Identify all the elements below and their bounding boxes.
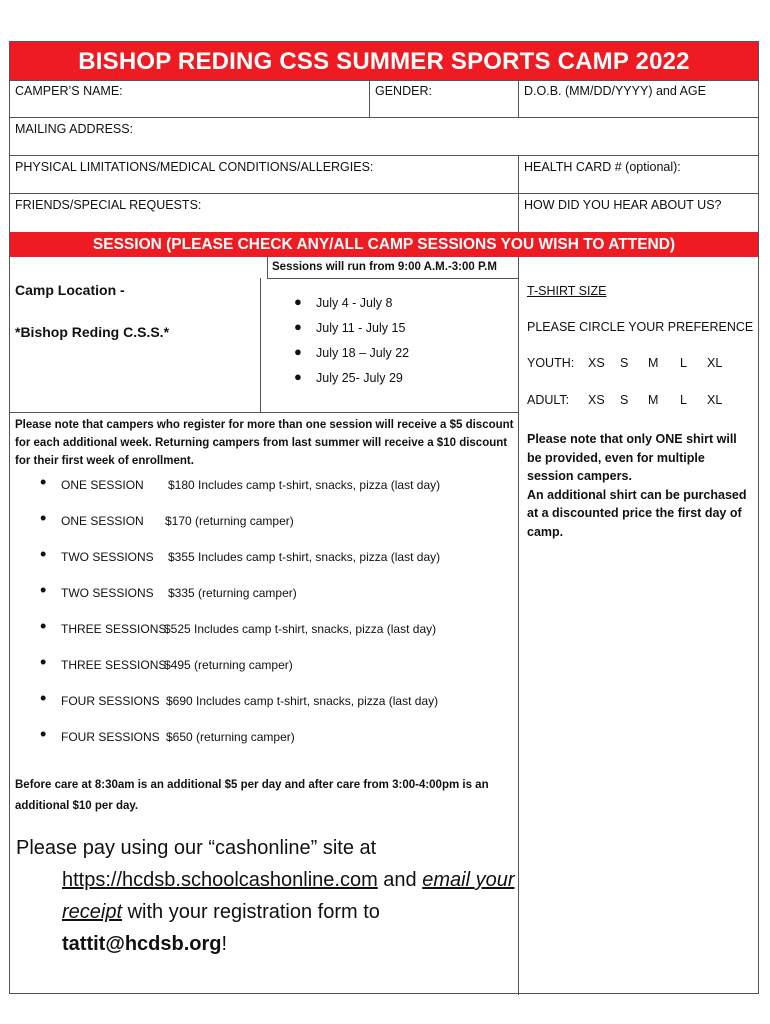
fee-item[interactable]: • TWO SESSIONS $355 Includes camp t-shirt, snacks, pizza (last day)	[40, 544, 441, 564]
youth-sizes	[522, 356, 752, 370]
session-header: SESSION (PLEASE CHECK ANY/ALL CAMP SESSIONS YOU WISH TO ATTEND)	[10, 232, 758, 257]
size-s[interactable]: S	[620, 393, 629, 407]
payment-instructions: Please pay using our “cashonline” site at https://hcdsb.schoolcashonline.com and email your receipt with your registration form to tattit@hcdsb.org!	[16, 837, 515, 955]
size-xs[interactable]: XS	[588, 356, 605, 370]
size-xl[interactable]: XL	[707, 393, 723, 407]
mailing-address-field[interactable]: MAILING ADDRESS:	[15, 122, 134, 136]
tshirt-note-1: Please note that only ONE shirt will be provided, even for multiple session campers.	[527, 432, 737, 483]
dob-field[interactable]: D.O.B. (MM/DD/YYYY) and AGE	[524, 84, 706, 98]
divider	[260, 278, 261, 412]
youth-label: YOUTH:	[527, 356, 575, 370]
size-xs[interactable]: XS	[588, 393, 605, 407]
bullet-icon: •	[40, 580, 47, 600]
fee-item[interactable]: • FOUR SESSIONS $650 (returning camper)	[40, 724, 295, 744]
size-l[interactable]: L	[680, 356, 687, 370]
tshirt-note	[522, 430, 754, 541]
tshirt-size-title: T-SHIRT SIZE	[527, 284, 607, 298]
bullet-icon: •	[40, 724, 47, 744]
size-l[interactable]: L	[680, 393, 687, 407]
bullet-icon: •	[40, 472, 47, 492]
adult-label: ADULT:	[527, 393, 570, 407]
campers-name-field[interactable]: CAMPER’S NAME:	[15, 84, 123, 98]
adult-sizes	[522, 393, 752, 407]
friends-requests-field[interactable]: FRIENDS/SPECIAL REQUESTS:	[15, 198, 202, 212]
email-receipt-link[interactable]: email your receipt	[62, 869, 515, 923]
session-dates	[294, 294, 409, 394]
divider	[10, 117, 758, 118]
bullet-icon: •	[40, 544, 47, 564]
divider	[518, 257, 519, 995]
session-date-option[interactable]: ● July 18 – July 22	[294, 344, 409, 369]
divider	[10, 80, 758, 81]
divider	[10, 193, 758, 194]
discount-note: Please note that campers who register for more than one session will receive a $5 discount for each additional week. Returning campers from last summer will receive a $10 discount for their first week of enrollment.	[15, 419, 514, 467]
divider	[10, 412, 518, 413]
bullet-icon: •	[40, 688, 47, 708]
fee-item[interactable]: • TWO SESSIONS $335 (returning camper)	[40, 580, 297, 600]
health-card-field[interactable]: HEALTH CARD # (optional):	[524, 160, 681, 174]
size-xl[interactable]: XL	[707, 356, 723, 370]
fee-item[interactable]: • THREE SESSIONS $525 Includes camp t-shirt, snacks, pizza (last day)	[40, 616, 437, 636]
camp-location-value: *Bishop Reding C.S.S.*	[15, 324, 170, 340]
payment-line1: Please pay using our “cashonline” site at	[16, 837, 377, 859]
size-m[interactable]: M	[648, 393, 659, 407]
gender-field[interactable]: GENDER:	[375, 84, 432, 98]
fee-item[interactable]: • ONE SESSION $170 (returning camper)	[40, 508, 294, 528]
tshirt-note-2: An additional shirt can be purchased at a discounted price the first day of camp.	[527, 487, 747, 539]
size-s[interactable]: S	[620, 356, 629, 370]
session-date-option[interactable]: ● July 11 - July 15	[294, 319, 409, 344]
session-date-option[interactable]: ● July 4 - July 8	[294, 294, 409, 319]
fee-item[interactable]: • ONE SESSION $180 Includes camp t-shirt, snacks, pizza (last day)	[40, 472, 441, 492]
divider	[10, 155, 758, 156]
hear-about-field[interactable]: HOW DID YOU HEAR ABOUT US?	[524, 198, 722, 212]
tshirt-instruction: PLEASE CIRCLE YOUR PREFERENCE	[527, 320, 754, 334]
form-title: BISHOP REDING CSS SUMMER SPORTS CAMP 2022	[10, 42, 758, 80]
bullet-icon: •	[40, 508, 47, 528]
camp-location-label: Camp Location -	[15, 282, 125, 298]
contact-email[interactable]: tattit@hcdsb.org	[62, 933, 222, 955]
fee-item[interactable]: • THREE SESSIONS $495 (returning camper)	[40, 652, 293, 672]
size-m[interactable]: M	[648, 356, 659, 370]
sessions-time: Sessions will run from 9:00 A.M.-3:00 P.M	[272, 261, 497, 273]
session-date-option[interactable]: ● July 25- July 29	[294, 369, 409, 394]
registration-form	[9, 41, 759, 994]
cashonline-link[interactable]: https://hcdsb.schoolcashonline.com	[62, 869, 378, 891]
divider	[267, 278, 518, 279]
bullet-icon: •	[40, 652, 47, 672]
care-note: Before care at 8:30am is an additional $5 per day and after care from 3:00-4:00pm is an additional $10 per day.	[15, 779, 489, 812]
bullet-icon: •	[40, 616, 47, 636]
physical-limitations-field[interactable]: PHYSICAL LIMITATIONS/MEDICAL CONDITIONS/ALLERGIES:	[15, 160, 374, 174]
fee-item[interactable]: • FOUR SESSIONS $690 Includes camp t-shirt, snacks, pizza (last day)	[40, 688, 439, 708]
